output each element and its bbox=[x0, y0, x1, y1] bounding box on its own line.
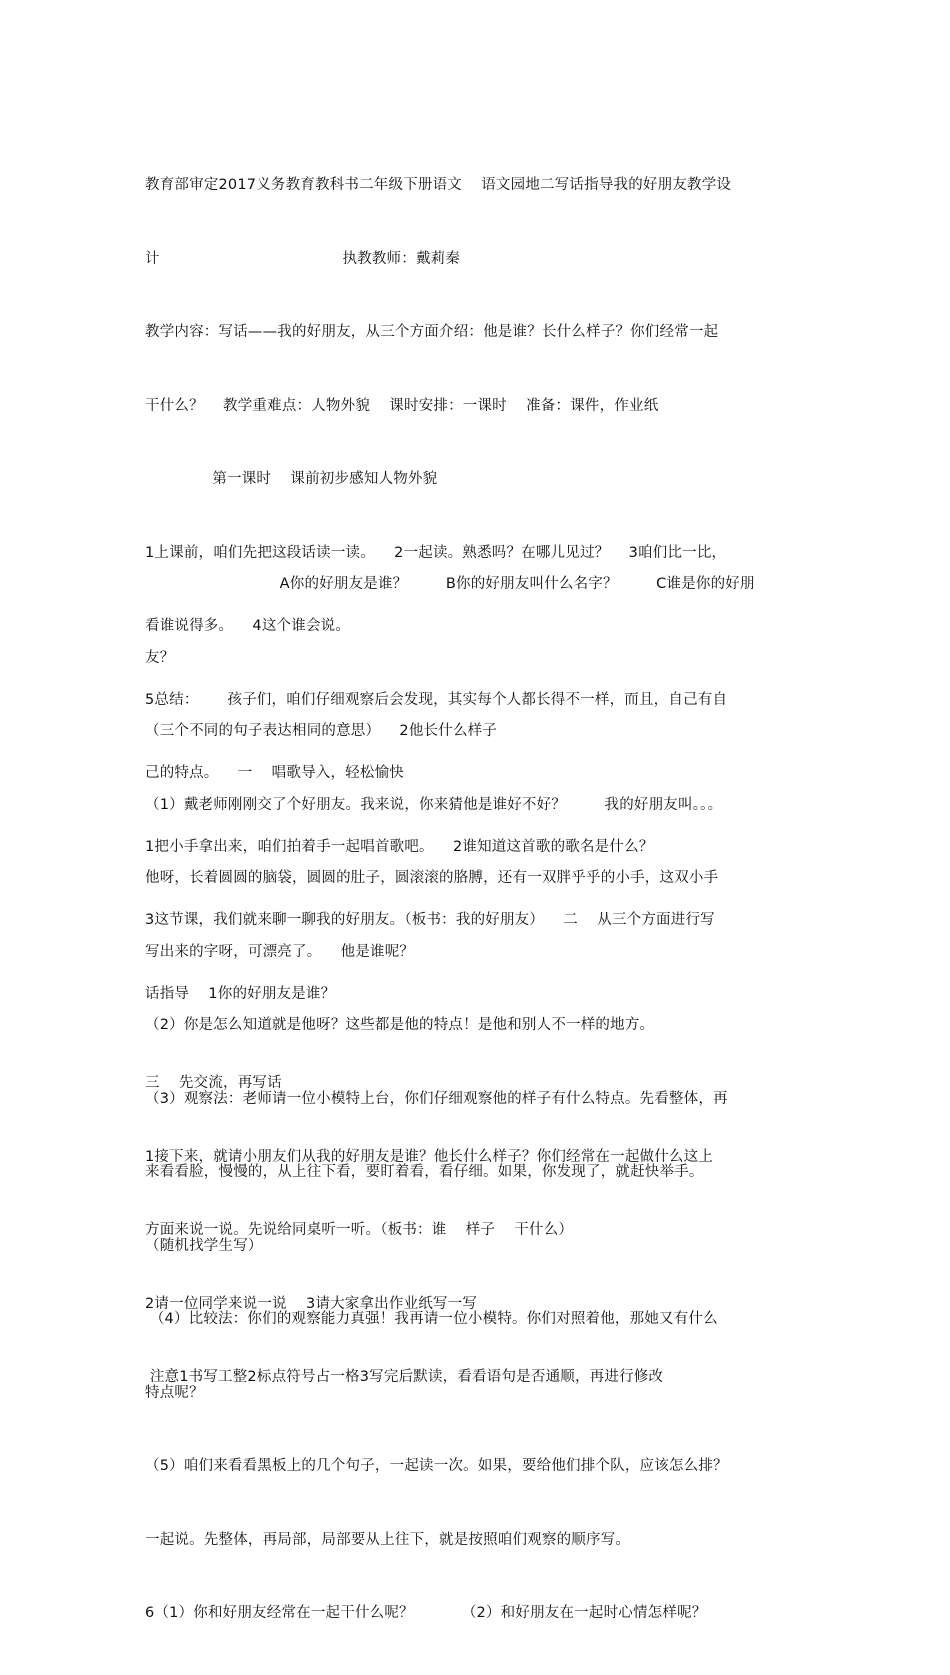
text-line: 一起说。先整体，再局部，局部要从上往下，就是按照咱们观察的顺序写。 bbox=[145, 1531, 631, 1548]
text-line: 1上课前，咱们先把这段话读一读。 2一起读。熟悉吗？在哪儿见过？ 3咱们比一比， bbox=[145, 544, 727, 561]
document-title-line-1: 教育部审定2017义务教育教科书二年级下册语文 语文园地二写话指导我的好朋友教学设 bbox=[145, 177, 732, 193]
text-line: 己的特点。 一 唱歌导入，轻松愉快 bbox=[145, 765, 404, 781]
text-line: （3）观察法：老师请一位小模特上台，你们仔细观察他的样子有什么特点。先看整体，再 bbox=[145, 1090, 728, 1107]
text-line: 话指导 1你的好朋友是谁？ bbox=[145, 985, 336, 1002]
text-line: （随机找学生写） bbox=[145, 1237, 263, 1254]
text-line: 教学内容：写话——我的好朋友，从三个方面介绍：他是谁？长什么样子？你们经常一起 bbox=[145, 324, 719, 340]
text-line: （5）咱们来看看黑板上的几个句子，一起读一次。如果，要给他们排个队，应该怎么排？ bbox=[145, 1458, 728, 1474]
text-line: 看谁说得多。 4这个谁会说。 bbox=[145, 618, 351, 634]
text-line: 1把小手拿出来，咱们拍着手一起唱首歌吧。 2谁知道这首歌的歌名是什么？ bbox=[145, 838, 654, 855]
document-title-line-2: 计 执教教师：戴莉秦 bbox=[145, 250, 461, 267]
text-line: 来看看脸，慢慢的，从上往下看，要盯着看，看仔细。如果，你发现了，就赶快举手。 bbox=[145, 1164, 704, 1180]
text-line: A你的好朋友是谁？ B你的好朋友叫什么名字？ C谁是你的好朋 bbox=[145, 576, 755, 592]
writing-practice-section bbox=[145, 1022, 809, 1439]
text-line: 特点呢？ bbox=[145, 1384, 204, 1401]
text-line: 2请一位同学来说一说 3请大家拿出作业纸写一写 bbox=[145, 1295, 478, 1312]
text-line: 干什么？ 教学重难点：人物外貌 课时安排：一课时 准备：课件，作业纸 bbox=[145, 397, 659, 414]
text-line: 友？ bbox=[145, 649, 175, 666]
text-line: （4）比较法：你们的观察能力真强！我再请一位小模特。你们对照着他，那她又有什么 bbox=[145, 1311, 718, 1327]
text-line: （2）你是怎么知道就是他呀？这些都是他的特点！是他和别人不一样的地方。 bbox=[145, 1017, 655, 1033]
text-line: 3这节课，我们就来聊一聊我的好朋友。（板书：我的好朋友） 二 从三个方面进行写 bbox=[145, 912, 715, 928]
text-line: 方面来说一说。先说给同桌听一听。（板书：谁 样子 干什么） bbox=[145, 1222, 574, 1238]
text-line: （三个不同的句子表达相同的意思） 2他长什么样子 bbox=[145, 723, 498, 739]
text-line: 1接下来，就请小朋友们从我的好朋友是谁？他长什么样子？你们经常在一起做什么这上 bbox=[145, 1148, 714, 1165]
text-line: 他呀，长着圆圆的脑袋，圆圆的肚子，圆滚滚的胳膊，还有一双胖乎乎的小手，这双小手 bbox=[145, 870, 719, 886]
text-line: 6（1）你和好朋友经常在一起干什么呢？ （2）和好朋友在一起时心情怎样呢？ bbox=[145, 1605, 707, 1621]
section-heading: 三 先交流，再写话 bbox=[145, 1075, 282, 1091]
text-line: 5总结： 孩子们，咱们仔细观察后会发现，其实每个人都长得不一样，而且，自己有自 bbox=[145, 691, 728, 708]
text-line: （1）戴老师刚刚交了个好朋友。我来说，你来猜他是谁好不好？ 我的好朋友叫。。。 bbox=[145, 796, 723, 813]
text-line: 注意1书写工整2标点符号占一格3写完后默读，看看语句是否通顺，再进行修改 bbox=[145, 1369, 664, 1385]
text-line: 第一课时 课前初步感知人物外貌 bbox=[145, 471, 438, 487]
text-line: 写出来的字呀，可漂亮了。 他是谁呢？ bbox=[145, 943, 415, 960]
